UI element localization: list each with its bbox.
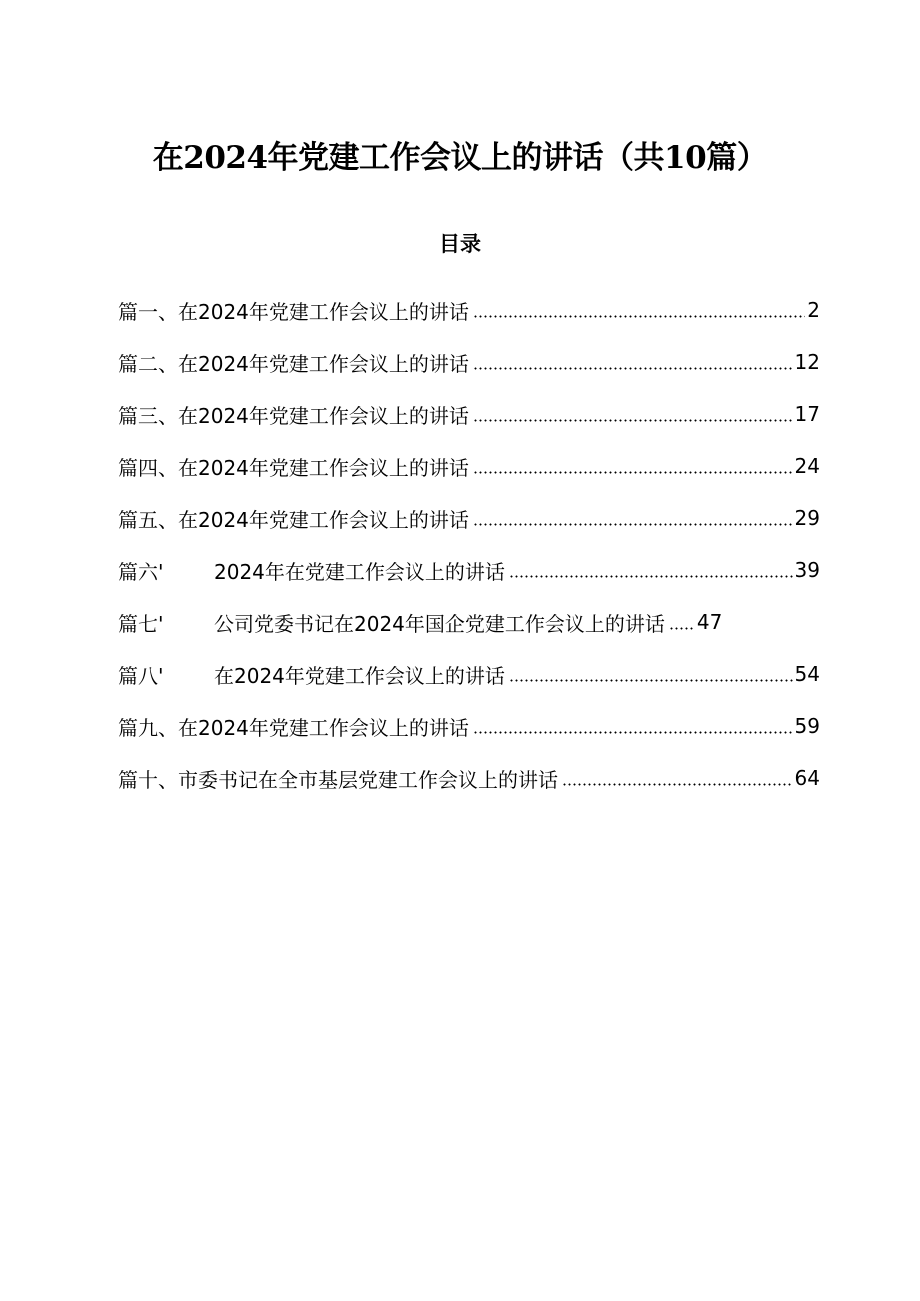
toc-entry-title: 2024年在党建工作会议上的讲话: [214, 559, 505, 584]
toc-entry-title: 在2024年党建工作会议上的讲话: [178, 507, 469, 532]
toc-entry-number: 篇九、: [118, 715, 178, 740]
toc-entry-number: 篇六': [118, 559, 164, 584]
toc-entry-page: 54: [794, 662, 820, 686]
toc-dot-leader: [473, 404, 793, 424]
toc-entry[interactable]: [118, 440, 820, 492]
toc-entry-number: 篇三、: [118, 403, 178, 428]
toc-dot-leader: [473, 508, 793, 528]
toc-entry-number: 篇五、: [118, 507, 178, 532]
toc-entry[interactable]: [118, 596, 820, 648]
toc-heading: 目录: [439, 232, 481, 256]
toc-entry-page: 47: [696, 610, 723, 634]
toc-dot-leader: [509, 664, 793, 684]
toc-entry[interactable]: [118, 284, 820, 336]
table-of-contents: [118, 284, 820, 804]
toc-entry[interactable]: [118, 336, 820, 388]
toc-entry[interactable]: [118, 648, 820, 700]
toc-entry-title: 在2024年党建工作会议上的讲话: [178, 715, 469, 740]
toc-entry-title: 在2024年党建工作会议上的讲话: [178, 299, 469, 324]
toc-dot-leader: [473, 716, 793, 736]
toc-entry-page: 12: [794, 350, 820, 374]
toc-entry[interactable]: [118, 492, 820, 544]
toc-entry-title: 在2024年党建工作会议上的讲话: [214, 663, 505, 688]
toc-entry-number: 篇七': [118, 611, 164, 636]
toc-entry-page: 39: [794, 558, 820, 582]
toc-entry-page: 29: [794, 506, 820, 530]
toc-entry[interactable]: [118, 544, 820, 596]
toc-dot-leader: [509, 560, 793, 580]
toc-dot-leader: [473, 300, 805, 320]
toc-entry[interactable]: [118, 752, 820, 804]
toc-entry-number: 篇十、: [118, 767, 178, 792]
toc-entry-page: 59: [794, 714, 820, 738]
toc-entry[interactable]: [118, 700, 820, 752]
toc-entry-title: 公司党委书记在2024年国企党建工作会议上的讲话: [214, 611, 665, 636]
toc-entry-title: 市委书记在全市基层党建工作会议上的讲话: [178, 767, 558, 792]
toc-entry[interactable]: [118, 388, 820, 440]
toc-entry-title: 在2024年党建工作会议上的讲话: [178, 403, 469, 428]
toc-dot-leader: [669, 612, 695, 632]
toc-dot-leader: [562, 768, 793, 788]
toc-dot-leader: [473, 456, 793, 476]
toc-entry-page: 24: [794, 454, 820, 478]
toc-entry-page: 2: [807, 298, 820, 322]
toc-entry-number: 篇八': [118, 663, 164, 688]
toc-dot-leader: [473, 352, 793, 372]
document-title: 在2024年党建工作会议上的讲话（共10篇）: [152, 140, 768, 176]
toc-entry-number: 篇二、: [118, 351, 178, 376]
toc-entry-title: 在2024年党建工作会议上的讲话: [178, 351, 469, 376]
toc-entry-number: 篇四、: [118, 455, 178, 480]
toc-entry-page: 17: [794, 402, 820, 426]
toc-entry-title: 在2024年党建工作会议上的讲话: [178, 455, 469, 480]
toc-entry-number: 篇一、: [118, 299, 178, 324]
toc-entry-page: 64: [794, 766, 820, 790]
